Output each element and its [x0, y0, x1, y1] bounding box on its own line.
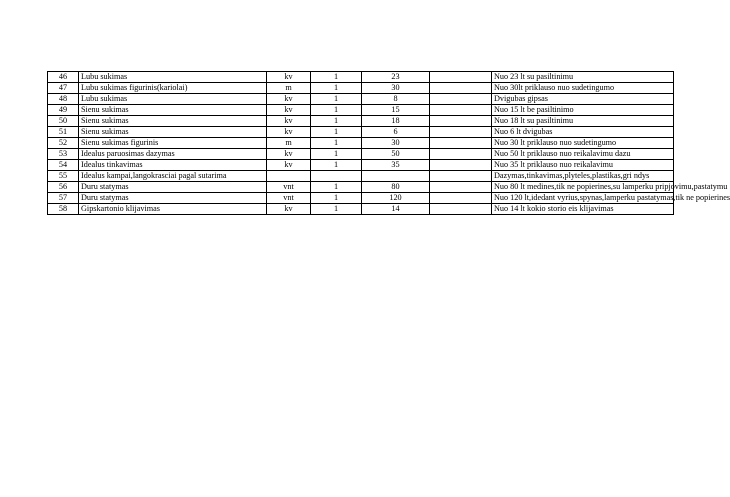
quantity-cell: 1	[311, 127, 362, 138]
quantity-cell: 1	[311, 193, 362, 204]
note-cell: Dvigubas gipsas	[492, 94, 674, 105]
table-row	[48, 94, 674, 105]
unit-cell: vnt	[267, 193, 311, 204]
note-cell: Nuo 80 lt medines,tik ne popierines,su lamperku pripjovimu,pastatymu	[492, 182, 674, 193]
work-name-cell: Sienu sukimas figurinis	[79, 138, 267, 149]
note-cell: Nuo 15 lt be pasiltinimo	[492, 105, 674, 116]
work-name-cell: Idealus paruosimas dazymas	[79, 149, 267, 160]
note-cell: Nuo 50 lt priklauso nuo reikalavimu dazu	[492, 149, 674, 160]
empty-cell	[430, 160, 492, 171]
row-number-cell: 57	[48, 193, 79, 204]
row-number-cell: 56	[48, 182, 79, 193]
price-cell: 23	[362, 72, 430, 83]
empty-cell	[430, 72, 492, 83]
quantity-cell: 1	[311, 116, 362, 127]
table-row	[48, 116, 674, 127]
price-cell: 18	[362, 116, 430, 127]
unit-cell: kv	[267, 105, 311, 116]
row-number-cell: 51	[48, 127, 79, 138]
table-row	[48, 72, 674, 83]
work-name-cell: Sienu sukimas	[79, 105, 267, 116]
work-name-cell: Lubu sukimas	[79, 94, 267, 105]
table-row	[48, 105, 674, 116]
work-name-cell: Idealus tinkavimas	[79, 160, 267, 171]
table-row	[48, 182, 674, 193]
row-number-cell: 58	[48, 204, 79, 215]
empty-cell	[430, 204, 492, 215]
quantity-cell: 1	[311, 160, 362, 171]
row-number-cell: 53	[48, 149, 79, 160]
empty-cell	[430, 193, 492, 204]
note-cell: Nuo 30lt priklauso nuo sudetingumo	[492, 83, 674, 94]
work-name-cell: Sienu sukimas	[79, 116, 267, 127]
row-number-cell: 49	[48, 105, 79, 116]
empty-cell	[430, 182, 492, 193]
row-number-cell: 48	[48, 94, 79, 105]
note-cell: Nuo 14 lt kokio storio eis klijavimas	[492, 204, 674, 215]
unit-cell: m	[267, 138, 311, 149]
table-row	[48, 171, 674, 182]
note-cell: Dazymas,tinkavimas,plyteles,plastikas,gri ndys	[492, 171, 674, 182]
quantity-cell: 1	[311, 149, 362, 160]
note-cell: Nuo 18 lt su pasiltinimu	[492, 116, 674, 127]
quantity-cell: 1	[311, 182, 362, 193]
row-number-cell: 54	[48, 160, 79, 171]
table-row	[48, 83, 674, 94]
price-cell	[362, 171, 430, 182]
note-cell: Nuo 23 lt su pasiltinimu	[492, 72, 674, 83]
note-cell: Nuo 6 lt dvigubas	[492, 127, 674, 138]
empty-cell	[430, 149, 492, 160]
price-cell: 30	[362, 83, 430, 94]
table-row	[48, 204, 674, 215]
unit-cell	[267, 171, 311, 182]
work-name-cell: Gipskartonio klijavimas	[79, 204, 267, 215]
work-name-cell: Sienu sukimas	[79, 127, 267, 138]
unit-cell: kv	[267, 149, 311, 160]
quantity-cell: 1	[311, 94, 362, 105]
quantity-cell: 1	[311, 204, 362, 215]
empty-cell	[430, 116, 492, 127]
price-cell: 15	[362, 105, 430, 116]
unit-cell: kv	[267, 204, 311, 215]
empty-cell	[430, 171, 492, 182]
unit-cell: kv	[267, 116, 311, 127]
row-number-cell: 52	[48, 138, 79, 149]
table-row	[48, 193, 674, 204]
table-row	[48, 160, 674, 171]
table-row	[48, 127, 674, 138]
row-number-cell: 55	[48, 171, 79, 182]
row-number-cell: 50	[48, 116, 79, 127]
quantity-cell: 1	[311, 105, 362, 116]
quantity-cell: 1	[311, 138, 362, 149]
price-cell: 35	[362, 160, 430, 171]
price-cell: 6	[362, 127, 430, 138]
quantity-cell	[311, 171, 362, 182]
table-body	[48, 72, 730, 215]
work-name-cell: Idealus kampai,langokrasciai pagal sutarima	[79, 171, 267, 182]
price-cell: 50	[362, 149, 430, 160]
note-cell: Nuo 120 lt,idedant vyrius,spynas,lamperku pastatymas,tik ne popierines	[492, 193, 674, 204]
price-cell: 120	[362, 193, 430, 204]
empty-cell	[430, 94, 492, 105]
unit-cell: kv	[267, 94, 311, 105]
empty-cell	[430, 83, 492, 94]
note-cell: Nuo 35 lt priklauso nuo reikalavimu	[492, 160, 674, 171]
unit-cell: kv	[267, 72, 311, 83]
empty-cell	[430, 127, 492, 138]
quantity-cell: 1	[311, 83, 362, 94]
row-number-cell: 46	[48, 72, 79, 83]
price-cell: 14	[362, 204, 430, 215]
empty-cell	[430, 138, 492, 149]
work-name-cell: Lubu sukimas	[79, 72, 267, 83]
price-cell: 8	[362, 94, 430, 105]
work-name-cell: Duru statymas	[79, 182, 267, 193]
row-number-cell: 47	[48, 83, 79, 94]
note-cell: Nuo 30 lt priklauso nuo sudetingumo	[492, 138, 674, 149]
unit-cell: vnt	[267, 182, 311, 193]
unit-cell: kv	[267, 127, 311, 138]
unit-cell: kv	[267, 160, 311, 171]
quantity-cell: 1	[311, 72, 362, 83]
empty-cell	[430, 105, 492, 116]
work-name-cell: Lubu sukimas figurinis(kariolai)	[79, 83, 267, 94]
table-row	[48, 138, 674, 149]
price-cell: 30	[362, 138, 430, 149]
table-row	[48, 149, 674, 160]
work-name-cell: Duru statymas	[79, 193, 267, 204]
unit-cell: m	[267, 83, 311, 94]
price-cell: 80	[362, 182, 430, 193]
price-table	[47, 71, 730, 215]
